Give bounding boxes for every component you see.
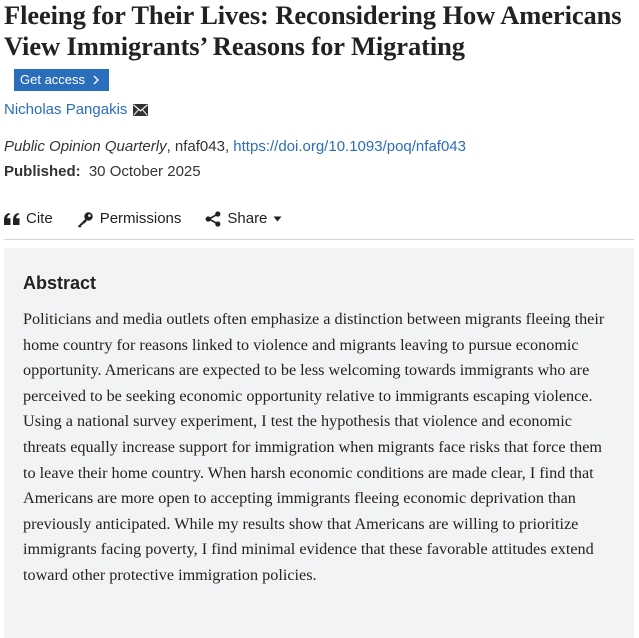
author-link[interactable]: Nicholas Pangakis: [4, 101, 128, 118]
cite-label: Cite: [26, 210, 53, 227]
get-access-label: Get access: [20, 72, 86, 87]
get-access-button[interactable]: [14, 69, 109, 91]
abstract-heading: Abstract: [23, 273, 97, 293]
quote-icon: [4, 213, 20, 226]
share-icon: [205, 211, 221, 227]
abstract-text: Politicians and media outlets often emphasize a distinction between migrants fleeing their home country for reasons linked to violence and migrants leaving to pursue economic opportunity. Americans are expected to be less welcoming towards immigrants who are perceived to be seeking economic opportunity relative to immigrants escaping violence. Using a national survey experiment, I test the hypothesis that violence and economic threats equally increase support for immigration when migrants face risks that force them to leave their home country. When harsh economic conditions are made clear, I find that Americans are more open to accepting immigrants fleeing economic deprivation than previously anticipated. While my results show that Americans are willing to prioritize immigrants facing poverty, I find minimal evidence that these favorable attitudes extend toward other protective immigration policies.: [23, 310, 605, 584]
article-title: Fleeing for Their Lives: Reconsidering How Americans View Immigrants’ Reasons for Migrating: [4, 0, 622, 61]
citation-line: [4, 137, 466, 157]
toolbar-divider: [4, 239, 634, 240]
journal-name: Public Opinion Quarterly: [4, 138, 167, 155]
abstract-section: [4, 248, 634, 638]
doi-link[interactable]: https://doi.org/10.1093/poq/nfaf043: [233, 138, 466, 155]
published-date: 30 October 2025: [88, 163, 201, 180]
published-line: [4, 162, 201, 182]
envelope-icon[interactable]: [133, 104, 148, 116]
article-id: , nfaf043,: [166, 138, 234, 155]
permissions-button[interactable]: [77, 208, 182, 230]
article-toolbar: [4, 208, 282, 230]
share-label: Share: [227, 210, 268, 227]
cite-button[interactable]: [4, 208, 53, 230]
key-icon: [77, 211, 94, 228]
chevron-right-icon: [92, 75, 100, 85]
published-label: Published:: [4, 163, 81, 180]
permissions-label: Permissions: [99, 210, 182, 227]
caret-down-icon: [273, 216, 282, 222]
share-button[interactable]: [205, 208, 282, 230]
author-block: [4, 100, 148, 120]
